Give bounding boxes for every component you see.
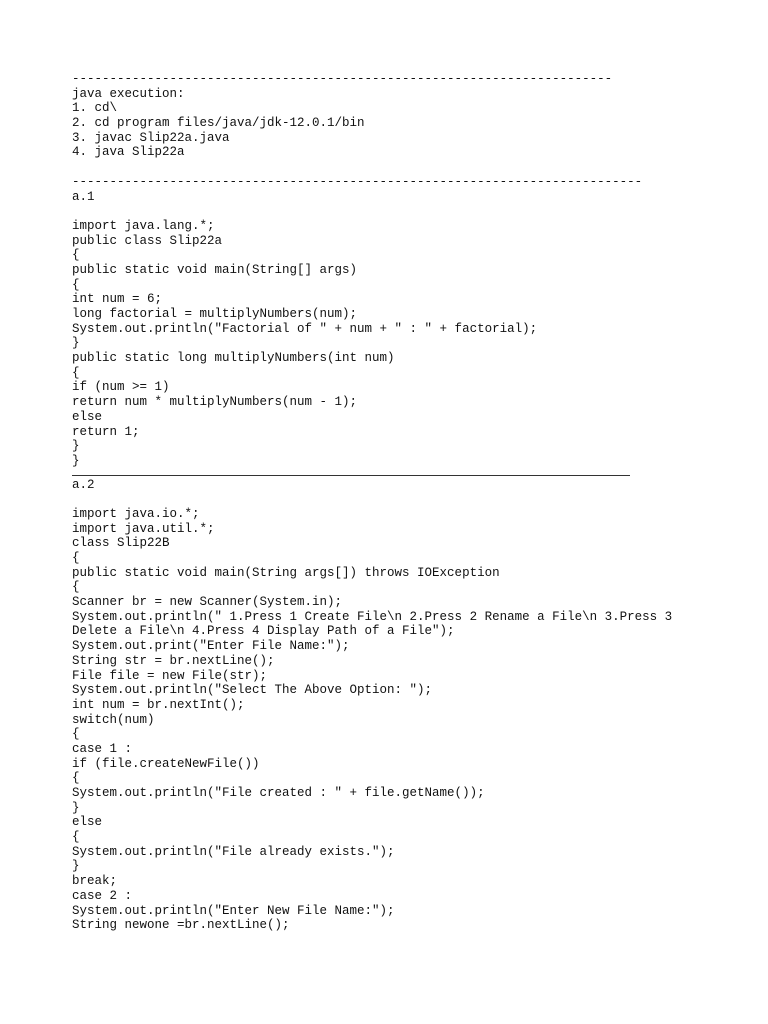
text-line: 1. cd\ bbox=[72, 101, 118, 116]
code-line: return num * multiplyNumbers(num - 1); bbox=[72, 395, 358, 410]
code-line: { bbox=[72, 727, 80, 742]
code-line: case 1 : bbox=[72, 741, 133, 756]
code-block-slip22b bbox=[72, 507, 712, 933]
code-line: Delete a File\n 4.Press 4 Display Path of a File"); bbox=[72, 624, 455, 639]
section-heading: a.1 bbox=[72, 189, 95, 204]
horizontal-rule bbox=[72, 475, 630, 476]
code-line: public static void main(String[] args) bbox=[72, 262, 358, 277]
code-line: System.out.println("Select The Above Option: "); bbox=[72, 683, 433, 698]
a1-heading-block bbox=[72, 175, 712, 204]
code-line: public class Slip22a bbox=[72, 233, 223, 248]
blank-line bbox=[72, 204, 712, 219]
code-line: System.out.println("File created : " + file.getName()); bbox=[72, 786, 485, 800]
code-line: if (num >= 1) bbox=[72, 380, 170, 395]
code-line: System.out.println("Factorial of " + num + " : " + factorial); bbox=[72, 321, 538, 336]
code-line: { bbox=[72, 551, 80, 565]
code-line: else bbox=[72, 409, 103, 424]
code-line: } bbox=[72, 439, 80, 454]
code-line: Scanner br = new Scanner(System.in); bbox=[72, 595, 343, 610]
code-block-slip22a bbox=[72, 219, 712, 469]
code-line: public static long multiplyNumbers(int num) bbox=[72, 351, 395, 366]
code-line: { bbox=[72, 248, 80, 263]
text-line: java execution: bbox=[72, 86, 185, 101]
code-line: import java.util.*; bbox=[72, 521, 215, 536]
code-line: if (file.createNewFile()) bbox=[72, 756, 260, 771]
code-line: } bbox=[72, 453, 80, 468]
code-line: String newone =br.nextLine(); bbox=[72, 918, 290, 933]
code-line: import java.lang.*; bbox=[72, 218, 215, 233]
code-line: { bbox=[72, 580, 80, 595]
code-line: long factorial = multiplyNumbers(num); bbox=[72, 307, 358, 321]
text-line: 2. cd program files/java/jdk-12.0.1/bin bbox=[72, 116, 365, 131]
code-line: { bbox=[72, 830, 80, 845]
code-line: switch(num) bbox=[72, 712, 155, 727]
document-page bbox=[72, 72, 712, 933]
code-line: break; bbox=[72, 874, 118, 889]
section-heading: a.2 bbox=[72, 477, 95, 492]
code-line: int num = br.nextInt(); bbox=[72, 697, 245, 712]
code-line: import java.io.*; bbox=[72, 506, 200, 521]
code-line: System.out.println("Enter New File Name:"); bbox=[72, 903, 395, 918]
text-line: 4. java Slip22a bbox=[72, 145, 185, 160]
dashed-separator: ---------------------------------------------------------------------------- bbox=[72, 174, 643, 189]
code-line: case 2 : bbox=[72, 888, 133, 903]
code-line: } bbox=[72, 859, 80, 874]
blank-line bbox=[72, 492, 712, 507]
code-line: File file = new File(str); bbox=[72, 668, 268, 683]
code-line: System.out.println("File already exists."); bbox=[72, 844, 395, 859]
code-line: { bbox=[72, 365, 80, 380]
code-line: { bbox=[72, 277, 80, 292]
code-line: } bbox=[72, 800, 80, 815]
code-line: class Slip22B bbox=[72, 536, 170, 551]
code-line: } bbox=[72, 336, 80, 351]
code-line: String str = br.nextLine(); bbox=[72, 653, 275, 668]
text-line: 3. javac Slip22a.java bbox=[72, 130, 230, 145]
blank-line bbox=[72, 160, 712, 175]
code-line: else bbox=[72, 815, 103, 830]
dashed-separator: ------------------------------------------------------------------------ bbox=[72, 72, 613, 86]
code-line: return 1; bbox=[72, 424, 140, 439]
code-line: { bbox=[72, 771, 80, 786]
a2-heading-block bbox=[72, 478, 712, 493]
execution-steps-block bbox=[72, 72, 712, 160]
code-line: System.out.println(" 1.Press 1 Create File\n 2.Press 2 Rename a File\n 3.Press 3 bbox=[72, 609, 673, 624]
code-line: int num = 6; bbox=[72, 292, 163, 307]
code-line: public static void main(String args[]) throws IOException bbox=[72, 565, 500, 580]
code-line: System.out.print("Enter File Name:"); bbox=[72, 639, 350, 654]
